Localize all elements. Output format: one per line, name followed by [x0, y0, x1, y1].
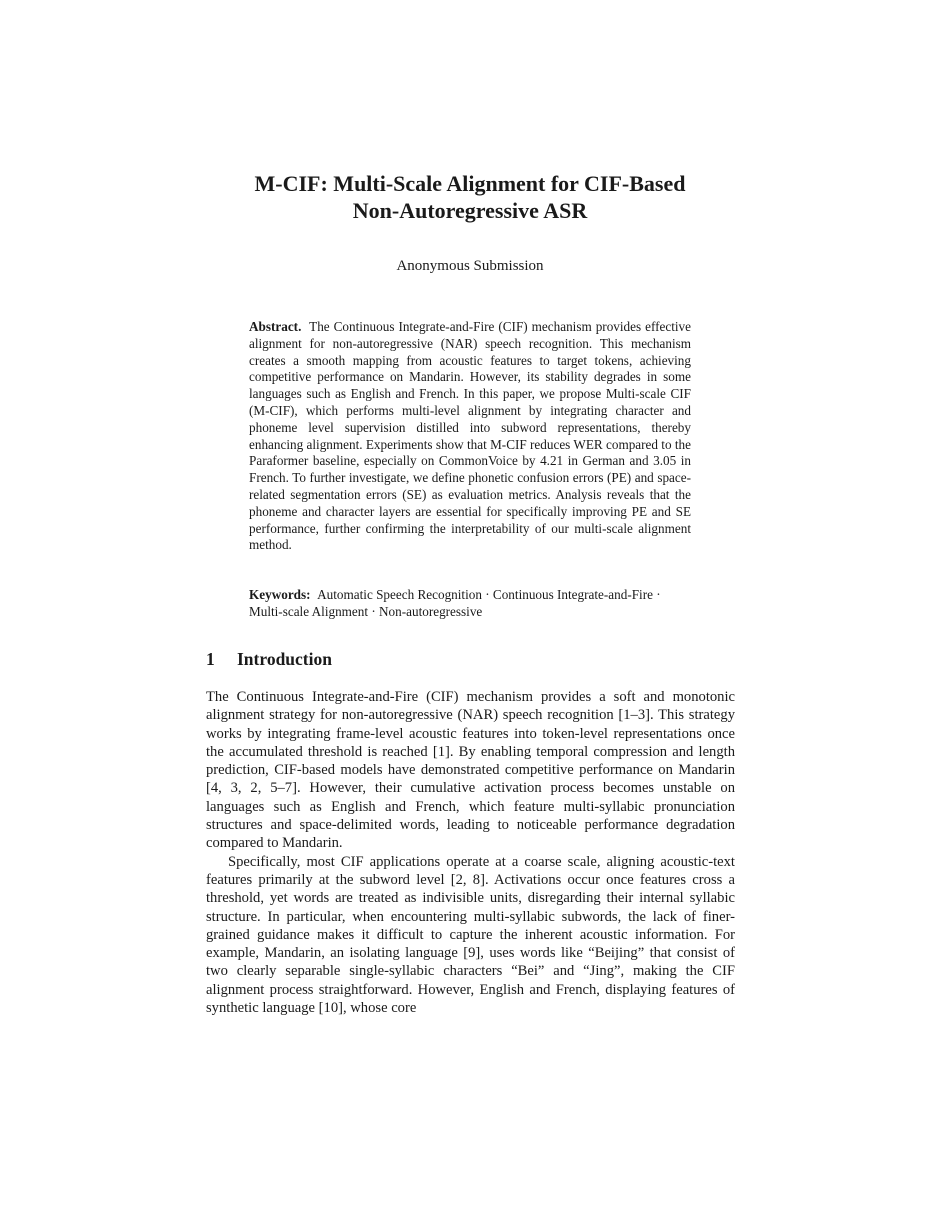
keywords — [249, 586, 691, 620]
paper-title — [200, 170, 740, 224]
section-number: 1 — [206, 649, 215, 669]
section-heading — [206, 649, 332, 670]
author: Anonymous Submission — [396, 258, 544, 274]
keywords-text: Automatic Speech Recognition · Continuous Integrate-and-Fire · Multi-scale Alignment · Non-autoregressive — [249, 587, 661, 619]
body-text — [206, 688, 735, 1017]
abstract-label: Abstract. — [249, 319, 302, 334]
paragraph-2: Specifically, most CIF applications operate at a coarse scale, aligning acoustic-text features primarily at the subword level [2, 8]. Activations occur once features cross a threshold, yet words are treated as indivisible units, disregarding their internal syllabic structure. In particular, when encountering multi-syllabic subwords, the lack of finer-grained guidance makes it difficult to capture the inherent acoustic information. For example, Mandarin, an isolating language [9], uses words like “Beijing” that consist of two clearly separable single-syllabic characters “Bei” and “Jing”, making the CIF alignment process straightforward. However, English and French, displaying features of synthetic language [10], whose core — [206, 853, 735, 1017]
title-line-2: Non-Autoregressive ASR — [352, 198, 588, 223]
abstract — [249, 319, 691, 554]
abstract-text: The Continuous Integrate-and-Fire (CIF) mechanism provides effective alignment for non-autoregressive (NAR) speech recognition. This mechanism creates a smooth mapping from acoustic features to target tokens, achieving competitive performance on Mandarin. However, its stability degrades in some languages such as English and French. In this paper, we propose Multi-scale CIF (M-CIF), which performs multi-level alignment by integrating character and phoneme level supervision distilled into subword representations, thereby enhancing alignment. Experiments show that M-CIF reduces WER compared to the Paraformer baseline, especially on CommonVoice by 4.21 in German and 3.05 in French. To further investigate, we define phonetic confusion errors (PE) and space-related segmentation errors (SE) as evaluation metrics. Analysis reveals that the phoneme and character layers are essential for specifically improving PE and SE performance, further confirming the interpretability of our multi-scale alignment method. — [249, 319, 692, 553]
keywords-label: Keywords: — [249, 587, 311, 602]
section-title: Introduction — [237, 649, 332, 669]
paragraph-1: The Continuous Integrate-and-Fire (CIF) mechanism provides a soft and monotonic alignment strategy for non-autoregressive (NAR) speech recognition [1–3]. This strategy works by integrating frame-level acoustic features into token-level representations once the accumulated threshold is reached [1]. By enabling temporal compression and length prediction, CIF-based models have demonstrated competitive performance on Mandarin [4, 3, 2, 5–7]. However, their cumulative activation process becomes unstable on languages such as English and French, which feature multi-syllabic pronunciation structures and space-delimited words, leading to noticeable performance degradation compared to Mandarin. — [206, 689, 735, 852]
title-line-1: M-CIF: Multi-Scale Alignment for CIF-Based — [254, 171, 686, 196]
